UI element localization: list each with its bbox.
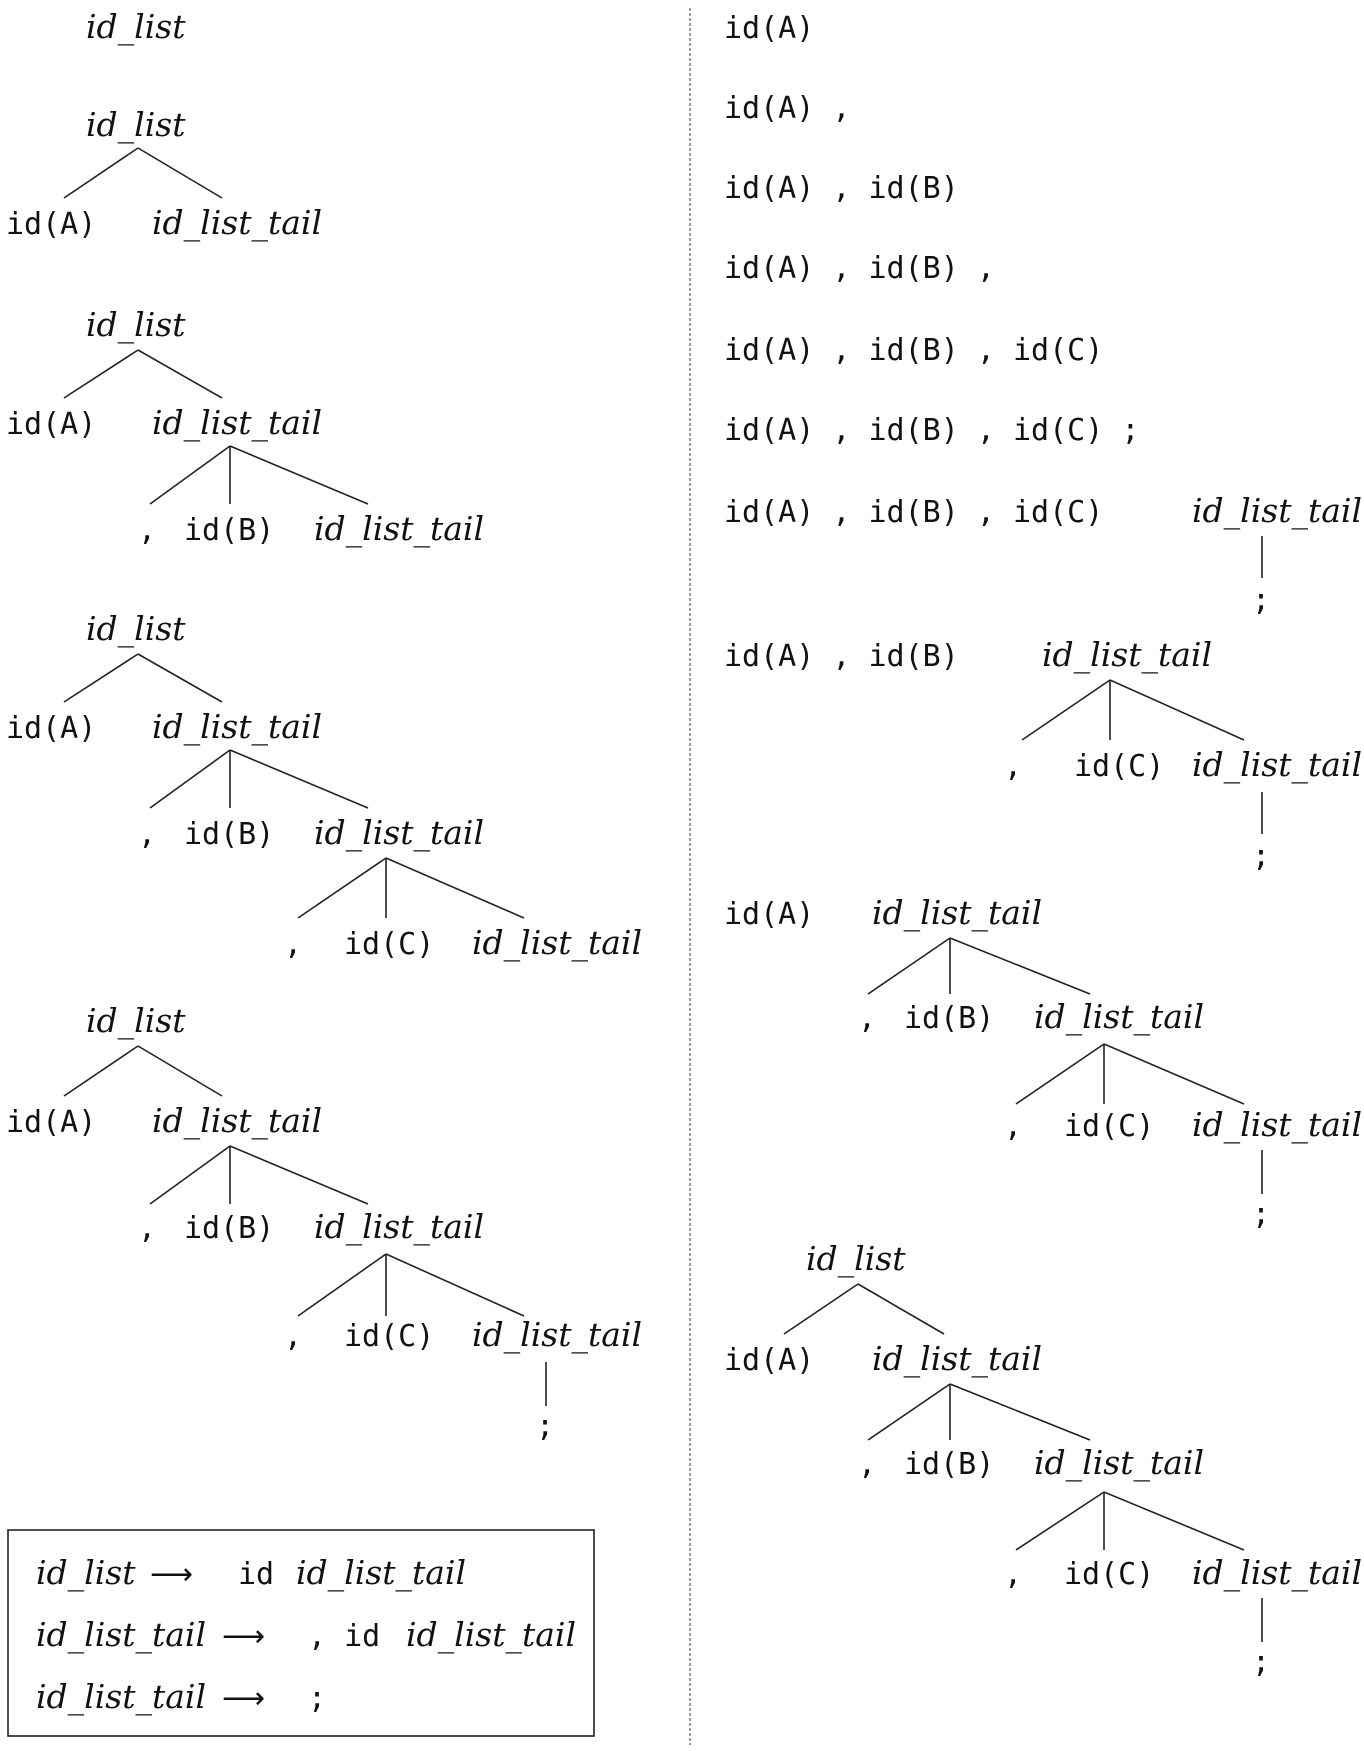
node-id-list-tail: id_list_tail: [314, 813, 485, 852]
token-id-a: id(A): [6, 407, 97, 442]
token-id-a: id(A): [6, 1105, 97, 1140]
token-comma: ,: [1004, 749, 1023, 784]
rule1-rhs-nt: id_list_tail: [296, 1553, 467, 1592]
node-id-list-tail: id_list_tail: [152, 707, 323, 746]
derivation-line: id(A) , id(B) ,: [724, 251, 995, 286]
token-comma: ,: [138, 817, 157, 852]
node-id-list-tail: id_list_tail: [1034, 997, 1205, 1036]
node-id-list-tail: id_list_tail: [472, 1315, 643, 1354]
token-semicolon: ;: [1252, 1197, 1271, 1232]
left-tree-4: [6, 609, 642, 963]
rule3-lhs: id_list_tail: [36, 1677, 207, 1716]
node-id-list-tail: id_list_tail: [1192, 491, 1363, 530]
rule1-arrow: ⟶: [150, 1557, 194, 1592]
token-id-b: id(B): [184, 513, 275, 548]
token-id-b: id(B): [904, 1001, 995, 1036]
token-id-c: id(C): [1074, 749, 1165, 784]
rule2-rhs-nt: id_list_tail: [406, 1615, 577, 1654]
token-id-b: id(B): [184, 1211, 275, 1246]
node-id-list-tail: id_list_tail: [872, 893, 1043, 932]
token-id-c: id(C): [344, 1319, 435, 1354]
right-lines: [724, 11, 1139, 448]
token-comma: ,: [1004, 1557, 1023, 1592]
token-id-a: id(A): [724, 1343, 815, 1378]
token-id-c: id(C): [1064, 1557, 1155, 1592]
token-id-a: id(A): [724, 897, 815, 932]
token-id-a: id(A): [6, 711, 97, 746]
token-comma: ,: [138, 513, 157, 548]
token-comma: ,: [858, 1447, 877, 1482]
right-tree-9: [724, 893, 1362, 1232]
token-id-a: id(A): [6, 207, 97, 242]
rule2-arrow: ⟶: [222, 1619, 266, 1654]
node-id-list-tail: id_list_tail: [1192, 1553, 1363, 1592]
left-tree-2: [6, 105, 322, 243]
token-id-c: id(C): [344, 927, 435, 962]
token-semicolon: ;: [1252, 583, 1271, 618]
right-tree-8: [724, 635, 1362, 874]
grammar-box: [8, 1530, 594, 1736]
node-id-list-tail: id_list_tail: [152, 203, 323, 242]
rule3-arrow: ⟶: [222, 1681, 266, 1716]
left-tree-3: [6, 305, 484, 549]
rule2-lhs: id_list_tail: [36, 1615, 207, 1654]
token-comma: ,: [138, 1211, 157, 1246]
right-tree-7: [724, 491, 1362, 618]
node-id-list-tail: id_list_tail: [1042, 635, 1213, 674]
node-id-list: id_list: [86, 305, 186, 344]
node-id-list-tail: id_list_tail: [314, 1207, 485, 1246]
node-id-list: id_list: [86, 1001, 186, 1040]
node-id-list-tail: id_list_tail: [152, 1101, 323, 1140]
rule1-lhs: id_list: [36, 1553, 136, 1592]
node-id-list-tail: id_list_tail: [1034, 1443, 1205, 1482]
token-semicolon: ;: [1252, 1645, 1271, 1680]
rule3-terminal: ;: [308, 1681, 327, 1716]
rule2-terminals: , id: [308, 1619, 381, 1654]
node-id-list: id_list: [806, 1239, 906, 1278]
node-id-list-tail: id_list_tail: [472, 923, 643, 962]
right-tree-10: [724, 1239, 1362, 1680]
derivation-line: id(A) , id(B): [724, 639, 959, 674]
token-comma: ,: [284, 927, 303, 962]
token-comma: ,: [284, 1319, 303, 1354]
rule1-terminal: id: [238, 1557, 275, 1592]
node-id-list-tail: id_list_tail: [314, 509, 485, 548]
left-tree-5: [6, 1001, 642, 1444]
derivation-line: id(A) , id(B): [724, 171, 959, 206]
token-id-b: id(B): [184, 817, 275, 852]
derivation-line: id(A) , id(B) , id(C): [724, 333, 1104, 368]
token-comma: ,: [858, 1001, 877, 1036]
node-id-list-tail: id_list_tail: [152, 403, 323, 442]
node-id-list-tail: id_list_tail: [1192, 745, 1363, 784]
node-id-list-tail: id_list_tail: [872, 1339, 1043, 1378]
node-id-list: id_list: [86, 609, 186, 648]
token-id-b: id(B): [904, 1447, 995, 1482]
node-id-list: id_list: [86, 105, 186, 144]
derivation-line: id(A) ,: [724, 91, 851, 126]
token-semicolon: ;: [1252, 839, 1271, 874]
node-id-list-tail: id_list_tail: [1192, 1105, 1363, 1144]
token-id-c: id(C): [1064, 1109, 1155, 1144]
node-id-list: id_list: [86, 7, 186, 46]
token-semicolon: ;: [536, 1409, 555, 1444]
derivation-line: id(A): [724, 11, 815, 46]
derivation-line: id(A) , id(B) , id(C): [724, 495, 1104, 530]
derivation-line: id(A) , id(B) , id(C) ;: [724, 413, 1140, 448]
token-comma: ,: [1004, 1109, 1023, 1144]
